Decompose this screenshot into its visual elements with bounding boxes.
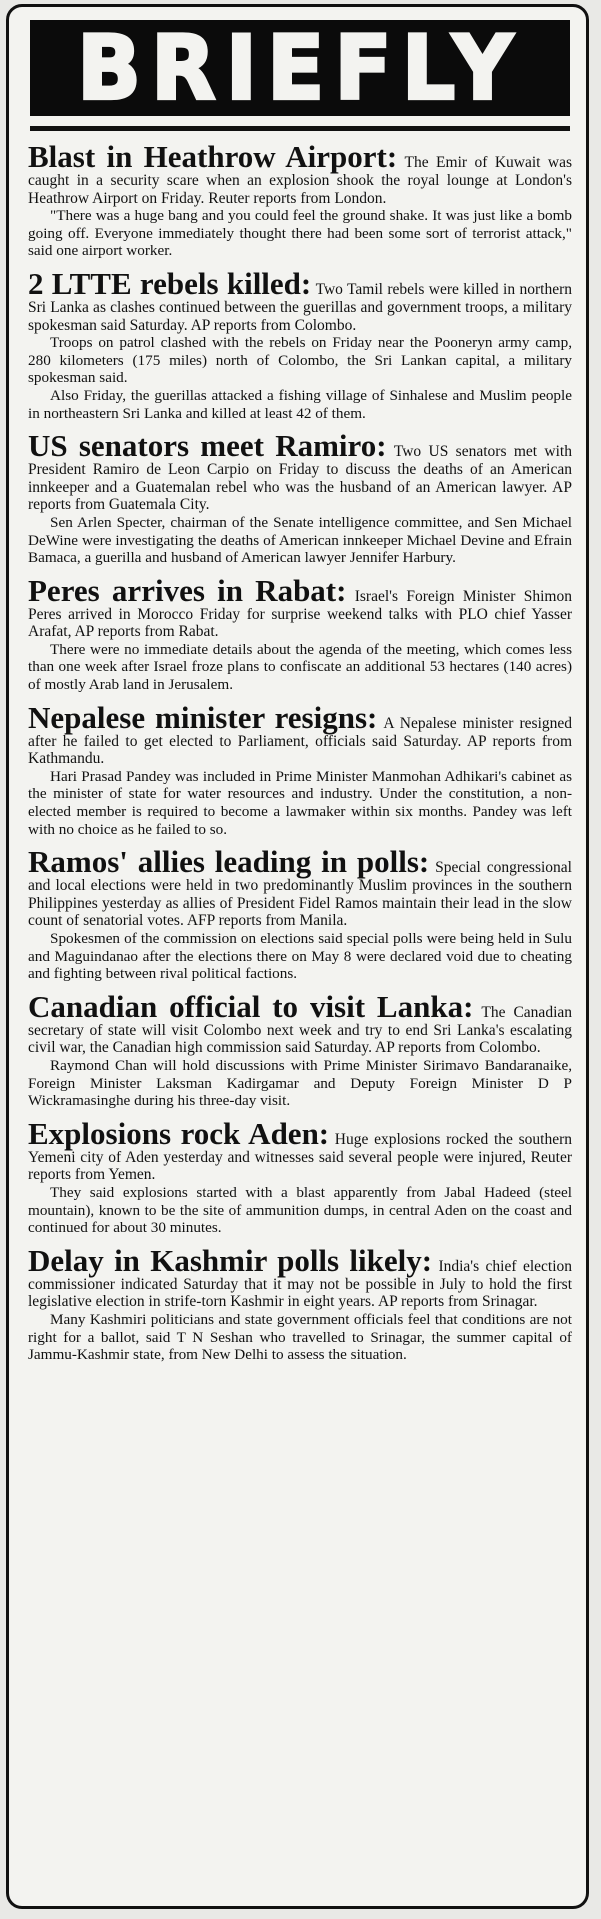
story-paragraph: There were no immediate details about the agenda of the meeting, which comes less than one week after Israel froze plans to confiscate an additional 53 hectares (140 acres) of mostly Arab land in Jerusalem. [28, 640, 572, 694]
story-headline: Ramos' allies leading in polls: [28, 844, 430, 880]
story-lead: Special congressional and local elections were held in two predominantly Muslim provinces in the southern Philippines yesterday as allies of President Fidel Ramos maintain their lead in the slow count of senatorial votes. AFP reports from Manila. [28, 859, 572, 930]
story-headline: Blast in Heathrow Airport: [28, 139, 398, 174]
story-headline: Nepalese minister resigns: [28, 699, 378, 735]
story-paragraph: They said explosions started with a blast apparently from Jabal Hadeed (steel mountain), known to be the site of ammunition dumps, in central Aden on the coast and continued for about 30 minutes. [28, 1183, 572, 1237]
story-paragraph: Spokesmen of the commission on elections said special polls were being held in Sulu and Maguindanao after the elections there on May 8 were declared void due to cheating and fighting between rival political factions. [28, 930, 572, 983]
story-lead: Two US senators met with President Ramiro de Leon Carpio on Friday to discuss the deaths of an American innkeeper and a Guatemalan rebel who was the husband of an American lawyer. AP reports from Guatemala City. [28, 443, 572, 514]
story-peres [28, 572, 572, 694]
story-ltte [28, 265, 572, 422]
stories-column [28, 139, 573, 1373]
story-paragraph: Raymond Chan will hold discussions with Prime Minister Sirimavo Bandaranaike, Foreign Minister Laksman Kadirgamar and Deputy Foreign Minister D P Wickramasinghe during his three-day visit. [28, 1056, 572, 1110]
story-paragraph: Many Kashmiri politicians and state government officials feel that conditions are not right for a ballot, said T N Seshan who travelled to Srinagar, the summer capital of Jammu-Kashmir state, from New Delhi to assess the situation. [28, 1310, 572, 1364]
story-lead: The Canadian secretary of state will visit Colombo next week and try to end Sri Lanka's escalating civil war, the Canadian high commission said Saturday. AP reports from Colombo. [28, 1003, 572, 1057]
story-ramos [28, 844, 572, 983]
masthead-title: BRIEFLY [77, 16, 523, 120]
story-aden [28, 1115, 573, 1237]
story-us-senators [28, 428, 572, 567]
story-lead: The Emir of Kuwait was caught in a security scare when an explosion shook the royal lounge at London's Heathrow Airport on Friday. Reuter reports from London. [28, 154, 572, 207]
story-headline: Delay in Kashmir polls likely: [28, 1242, 433, 1278]
story-headline: Canadian official to visit Lanka: [28, 988, 474, 1024]
story-nepalese-minister [28, 699, 573, 839]
story-paragraph: Sen Arlen Specter, chairman of the Senate intelligence committee, and Sen Michael DeWine were investigating the deaths of American innkeeper Michael Devine and Efrain Bamaca, a guerilla and husband of American lawyer Jennifer Harbury. [28, 513, 572, 567]
story-lead: India's chief election commissioner indicated Saturday that it may not be possible in July to hold the first legislative election in strife-torn Kashmir in eight years. AP reports from Srinagar. [28, 1257, 573, 1311]
story-headline: US senators meet Ramiro: [28, 428, 387, 464]
story-lead: A Nepalese minister resigned after he failed to get elected to Parliament, officials said Saturday. AP reports from Kathmandu. [28, 714, 573, 768]
masthead-rule [30, 126, 570, 131]
story-headline: Explosions rock Aden: [28, 1115, 330, 1151]
story-headline: 2 LTTE rebels killed: [28, 265, 312, 301]
story-lead: Two Tamil rebels were killed in northern Sri Lanka as clashes continued between the guerillas and government troops, a military spokesman said Saturday. AP reports from Colombo. [28, 280, 572, 334]
story-headline: Peres arrives in Rabat: [28, 572, 347, 608]
story-paragraph: Also Friday, the guerillas attacked a fishing village of Sinhalese and Muslim people in northeastern Sri Lanka and killed at least 42 of them. [28, 386, 572, 422]
story-paragraph: Troops on patrol clashed with the rebels on Friday near the Pooneryn army camp, 280 kilometers (175 miles) north of Colombo, the Sri Lankan capital, a military spokesman said. [28, 334, 572, 387]
masthead [30, 16, 570, 120]
story-kashmir [28, 1242, 573, 1364]
story-canadian-official [28, 988, 572, 1110]
story-heathrow [28, 139, 572, 260]
story-paragraph: "There was a huge bang and you could feel the ground shake. It was just like a bomb going off. Everyone immediately thought there had been some sort of terrorist attack," said one airport worker. [28, 207, 572, 260]
story-paragraph: Hari Prasad Pandey was included in Prime Minister Manmohan Adhikari's cabinet as the minister of state for water resources and industry. Under the constitution, a non-elected member is required to become a lawmaker within six months. Pandey was left with no choice as he failed to so. [28, 767, 572, 838]
story-lead: Huge explosions rocked the southern Yemeni city of Aden yesterday and witnesses said several people were injured, Reuter reports from Yemen. [28, 1130, 573, 1184]
story-lead: Israel's Foreign Minister Shimon Peres arrived in Morocco Friday for surprise weekend talks with PLO chief Yasser Arafat, AP reports from Rabat. [28, 587, 572, 641]
